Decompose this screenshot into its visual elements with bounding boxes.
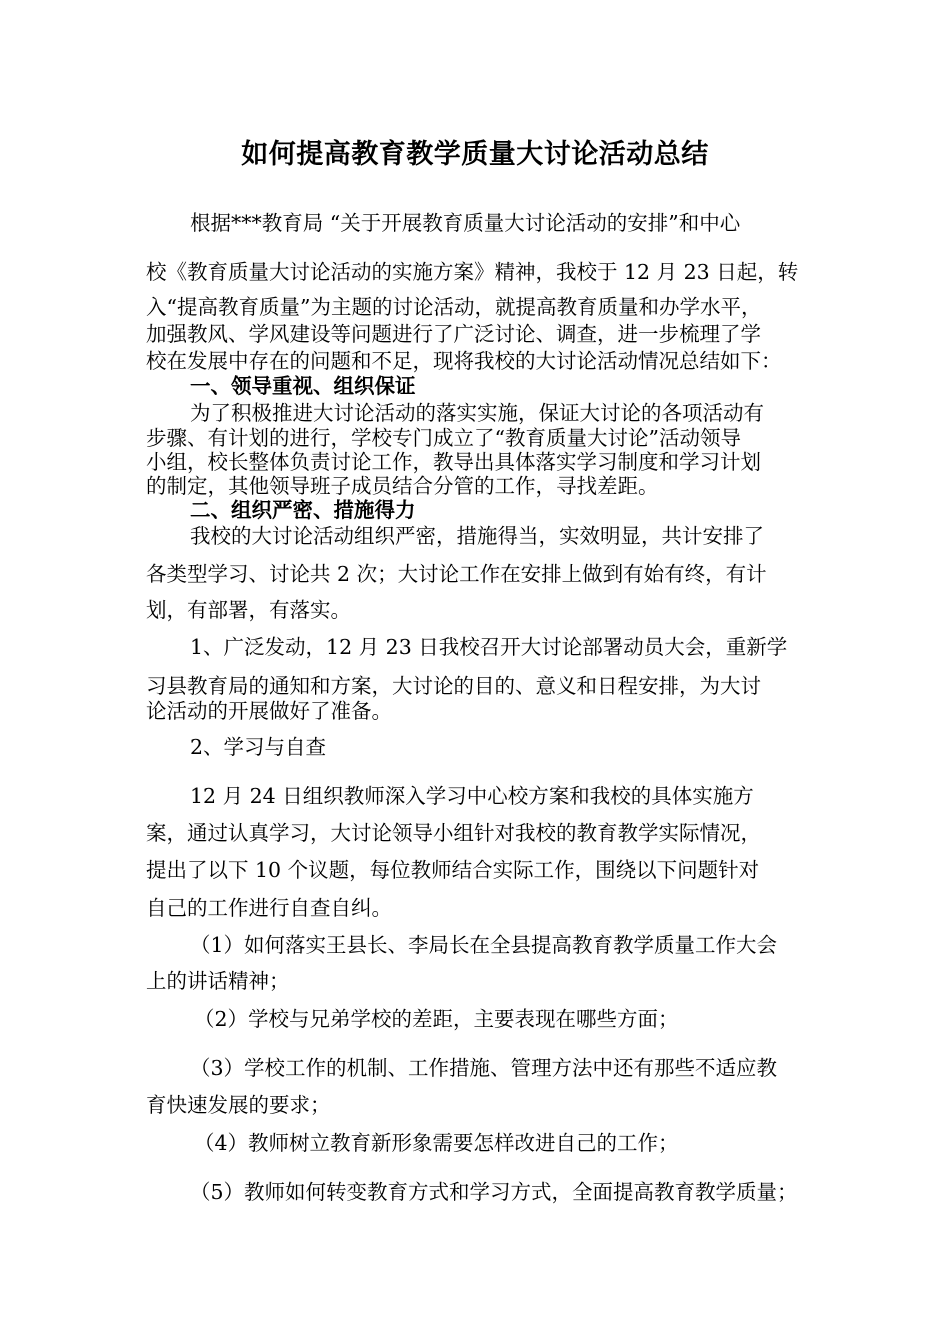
paragraph-line: 校《教育质量大讨论活动的实施方案》精神，我校于 12 月 23 日起，转 <box>146 260 799 284</box>
paragraph-line: 论活动的开展做好了准备。 <box>146 699 392 723</box>
list-item: （3）学校工作的机制、工作措施、管理方法中还有那些不适应教 <box>190 1056 778 1080</box>
list-item: 育快速发展的要求； <box>146 1093 331 1117</box>
paragraph-line: 加强教风、学风建设等问题进行了广泛讨论、调查，进一步梳理了学 <box>146 322 761 346</box>
section-heading: 二、组织严密、措施得力 <box>190 498 416 522</box>
paragraph-line: 我校的大讨论活动组织严密，措施得当，实效明显，共计安排了 <box>190 524 764 548</box>
paragraph-line: 划，有部署，有落实。 <box>146 598 351 622</box>
list-item: （1）如何落实王县长、李局长在全县提高教育教学质量工作大会 <box>190 933 778 957</box>
paragraph-line: 1、广泛发动，12 月 23 日我校召开大讨论部署动员大会，重新学 <box>190 635 788 659</box>
paragraph-line: 案，通过认真学习，大讨论领导小组针对我校的教育教学实际情况， <box>146 821 761 845</box>
list-item: （4）教师树立教育新形象需要怎样改进自己的工作； <box>194 1131 679 1155</box>
paragraph-line: 各类型学习、讨论共 2 次；大讨论工作在安排上做到有始有终，有计 <box>146 562 767 586</box>
paragraph-line: 自己的工作进行自查自纠。 <box>146 896 392 920</box>
paragraph-line: 提出了以下 10 个议题，每位教师结合实际工作，围绕以下问题针对 <box>146 858 760 882</box>
section-heading: 一、领导重视、组织保证 <box>190 374 416 398</box>
list-item: （2）学校与兄弟学校的差距，主要表现在哪些方面； <box>194 1007 679 1031</box>
paragraph-line: 入“提高教育质量”为主题的讨论活动，就提高教育质量和办学水平， <box>146 295 762 319</box>
paragraph-line: 校在发展中存在的问题和不足，现将我校的大讨论活动情况总结如下： <box>146 349 782 373</box>
paragraph-line: 小组，校长整体负责讨论工作，教导出具体落实学习制度和学习计划 <box>146 450 761 474</box>
list-item: 上的讲话精神； <box>146 969 290 993</box>
paragraph-line: 习县教育局的通知和方案，大讨论的目的、意义和日程安排，为大讨 <box>146 674 761 698</box>
paragraph-line: 为了积极推进大讨论活动的落实实施，保证大讨论的各项活动有 <box>190 401 764 425</box>
paragraph-line: 的制定，其他领导班子成员结合分管的工作，寻找差距。 <box>146 474 659 498</box>
document-title: 如何提高教育教学质量大讨论活动总结 <box>241 139 709 170</box>
paragraph-line: 根据***教育局 “关于开展教育质量大讨论活动的安排”和中心 <box>190 211 741 235</box>
paragraph-line: 12 月 24 日组织教师深入学习中心校方案和我校的具体实施方 <box>190 784 754 808</box>
paragraph-line: 2、学习与自查 <box>190 735 327 759</box>
paragraph-line: 步骤、有计划的进行，学校专门成立了“教育质量大讨论”活动领导 <box>146 426 741 450</box>
list-item: （5）教师如何转变教育方式和学习方式，全面提高教育教学质量； <box>190 1180 798 1204</box>
